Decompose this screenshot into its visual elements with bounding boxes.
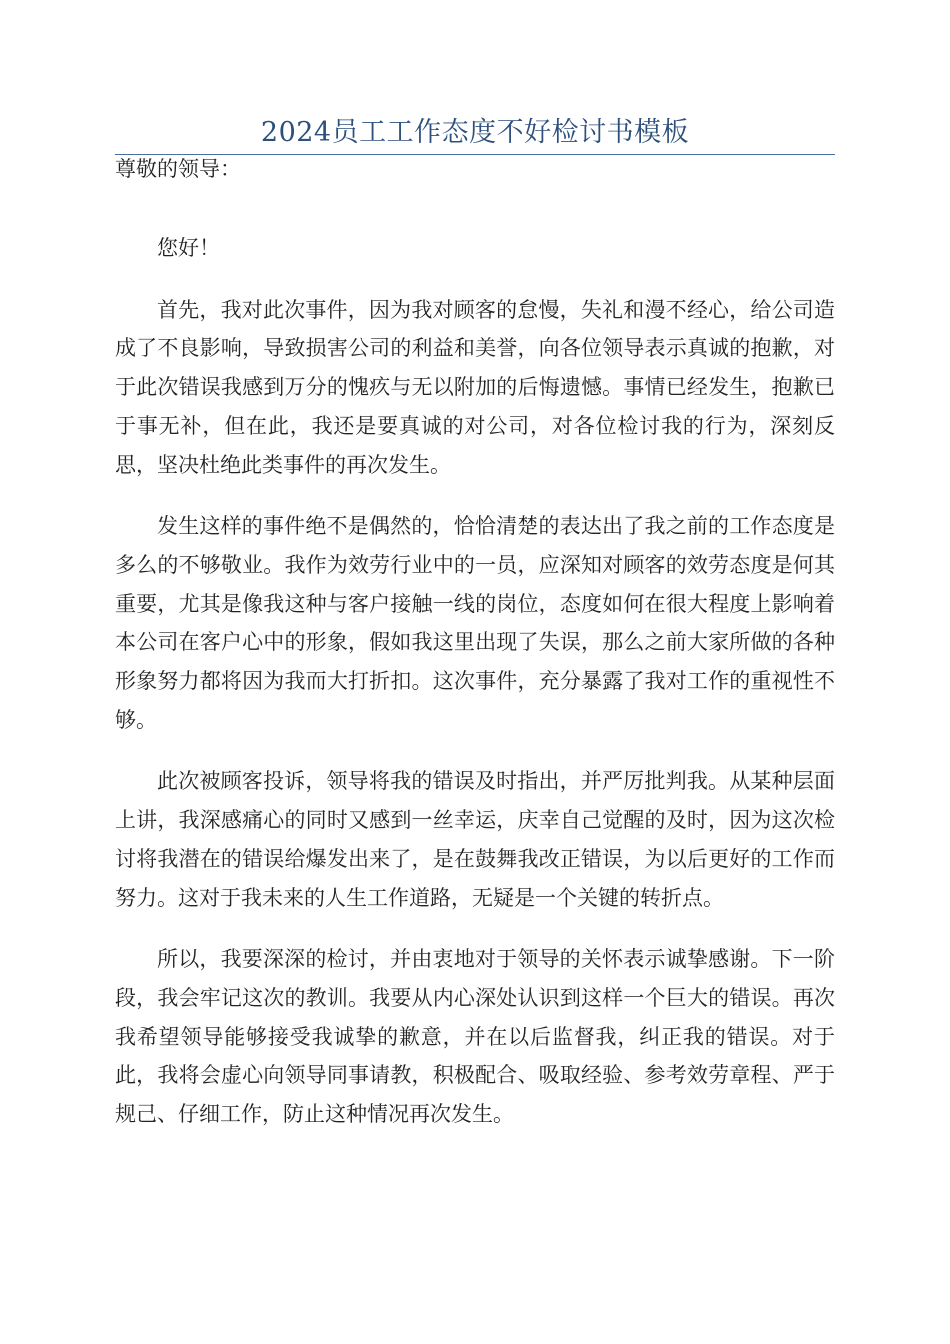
body-paragraph: 发生这样的事件绝不是偶然的，恰恰清楚的表达出了我之前的工作态度是多么的不够敬业。我作为效劳行业中的一员，应深知对顾客的效劳态度是何其重要，尤其是像我这种与客户接触一线的岗位，态度如何在很大程度上影响着本公司在客户心中的形象，假如我这里出现了失误，那么之前大家所做的各种形象努力都将因为我而大打折扣。这次事件，充分暴露了我对工作的重视性不够。 [115,514,835,732]
body-paragraph: 首先，我对此次事件，因为我对顾客的怠慢，失礼和漫不经心，给公司造成了不良影响，导致损害公司的利益和美誉，向各位领导表示真诚的抱歉，对于此次错误我感到万分的愧疚与无以附加的后悔遗憾。事情已经发生，抱歉已于事无补，但在此，我还是要真诚的对公司，对各位检讨我的行为，深刻反思，坚决杜绝此类事件的再次发生。 [115,297,835,477]
document-page [115,0,835,1344]
letter-body [115,229,835,1157]
body-paragraph: 所以，我要深深的检讨，并由衷地对于领导的关怀表示诚挚感谢。下一阶段，我会牢记这次的教训。我要从内心深处认识到这样一个巨大的错误。再次我希望领导能够接受我诚挚的歉意，并在以后监督我，纠正我的错误。对于此，我将会虚心向领导同事请教，积极配合、吸取经验、参考效劳章程、严于规己、仔细工作，防止这种情况再次发生。 [115,947,835,1127]
salutation: 尊敬的领导： [115,157,241,181]
body-paragraph: 此次被顾客投诉，领导将我的错误及时指出，并严厉批判我。从某种层面上讲，我深感痛心的同时又感到一丝幸运，庆幸自己觉醒的及时，因为这次检讨将我潜在的错误给爆发出来了，是在鼓舞我改正错误，为以后更好的工作而努力。这对于我未来的人生工作道路，无疑是一个关键的转折点。 [115,769,835,910]
document-title: 2024员工工作态度不好检讨书模板 [260,117,690,148]
greeting-paragraph: 您好！ [157,236,220,260]
